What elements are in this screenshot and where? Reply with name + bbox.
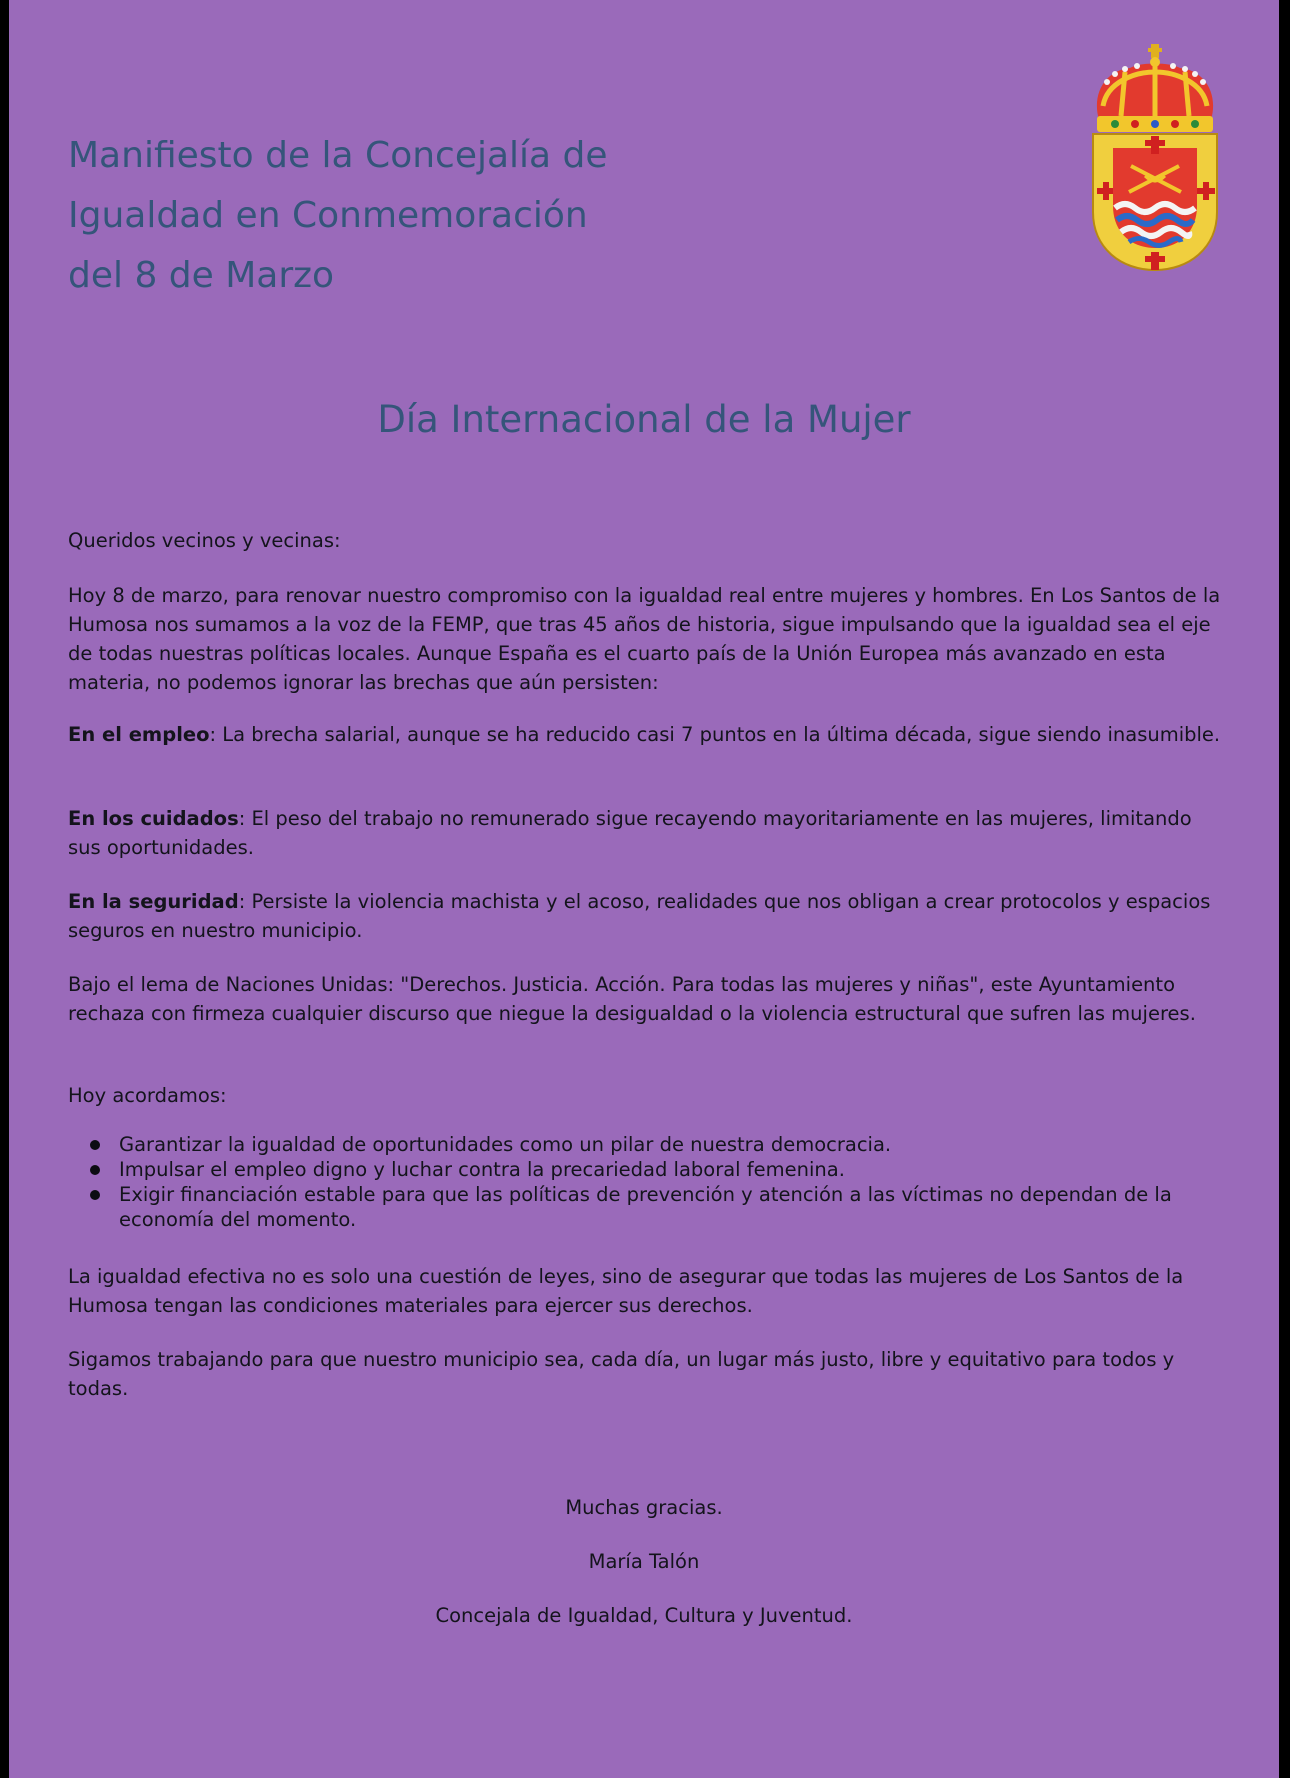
signatory-name: María Talón [588, 1550, 700, 1573]
greeting: Queridos vecinos y vecinas: [68, 529, 341, 552]
shield-icon [1093, 134, 1217, 270]
municipal-coat-of-arms-icon [1085, 42, 1225, 282]
bullet-icon [90, 1190, 100, 1200]
intro-paragraph: Hoy 8 de marzo, para renovar nuestro compromiso con la igualdad real entre mujeres y hombres. En Los Santos de la Humosa nos sumamos a la voz de la FEMP, que tras 45 años de historia, sigue impulsando que la igualdad sea el eje de todas nuestras políticas locales. Aunque España es el cuarto país de la Unión Europea más avanzado en esta materia, no podemos ignorar las brechas que aún persisten: [68, 584, 1221, 694]
title-line: Manifiesto de la Concejalía de [68, 135, 608, 176]
conclusion-paragraph: La igualdad efectiva no es solo una cuestión de leyes, sino de asegurar que todas las mujeres de Los Santos de la Humosa tengan las condiciones materiales para ejercer sus derechos. [68, 1265, 1184, 1317]
list-item-text: Impulsar el empleo digno y luchar contra la precariedad laboral femenina. [119, 1158, 845, 1181]
point-text: : Persiste la violencia machista y el acoso, realidades que nos obligan a crear protocolos y espacios seguros en nuestro municipio. [68, 890, 1211, 942]
point-text: : La brecha salarial, aunque se ha reducido casi 7 puntos en la última década, sigue siendo inasumible. [209, 723, 1221, 746]
care-point [68, 804, 1230, 862]
list-item-text: Exigir financiación estable para que las políticas de prevención y atención a las víctimas no dependan de la economía del momento. [119, 1183, 1172, 1231]
title-line: Igualdad en Conmemoración [68, 195, 588, 236]
manifesto-page [9, 0, 1279, 1778]
employment-point [68, 720, 1230, 749]
bullet-icon [90, 1165, 100, 1175]
document-subtitle: Día Internacional de la Mujer [377, 398, 911, 441]
crown-icon [1097, 44, 1213, 132]
title-line: del 8 de Marzo [68, 255, 335, 296]
bullet-icon [90, 1140, 100, 1150]
point-text: : El peso del trabajo no remunerado sigue recayendo mayoritariamente en las mujeres, limitando sus oportunidades. [68, 807, 1192, 859]
point-label: En la seguridad [68, 890, 239, 913]
list-item-text: Garantizar la igualdad de oportunidades como un pilar de nuestra democracia. [119, 1133, 892, 1156]
list-item [68, 1182, 1230, 1232]
agreements-intro: Hoy acordamos: [68, 1084, 227, 1107]
security-point [68, 887, 1230, 945]
agreements-list [68, 1132, 1230, 1232]
list-item [68, 1157, 1230, 1182]
call-to-action-paragraph: Sigamos trabajando para que nuestro municipio sea, cada día, un lugar más justo, libre y equitativo para todos y todas. [68, 1348, 1175, 1400]
point-label: En el empleo [68, 723, 210, 746]
closing-thanks: Muchas gracias. [565, 1496, 723, 1519]
page-title [68, 126, 688, 306]
signatory-role: Concejala de Igualdad, Cultura y Juventud. [435, 1604, 853, 1627]
un-motto-paragraph: Bajo el lema de Naciones Unidas: "Derechos. Justicia. Acción. Para todas las mujeres y niñas", este Ayuntamiento rechaza con firmeza cualquier discurso que niegue la desigualdad o la violencia estructural que sufren las mujeres. [68, 973, 1196, 1025]
point-label: En los cuidados [68, 807, 239, 830]
list-item [68, 1132, 1230, 1157]
